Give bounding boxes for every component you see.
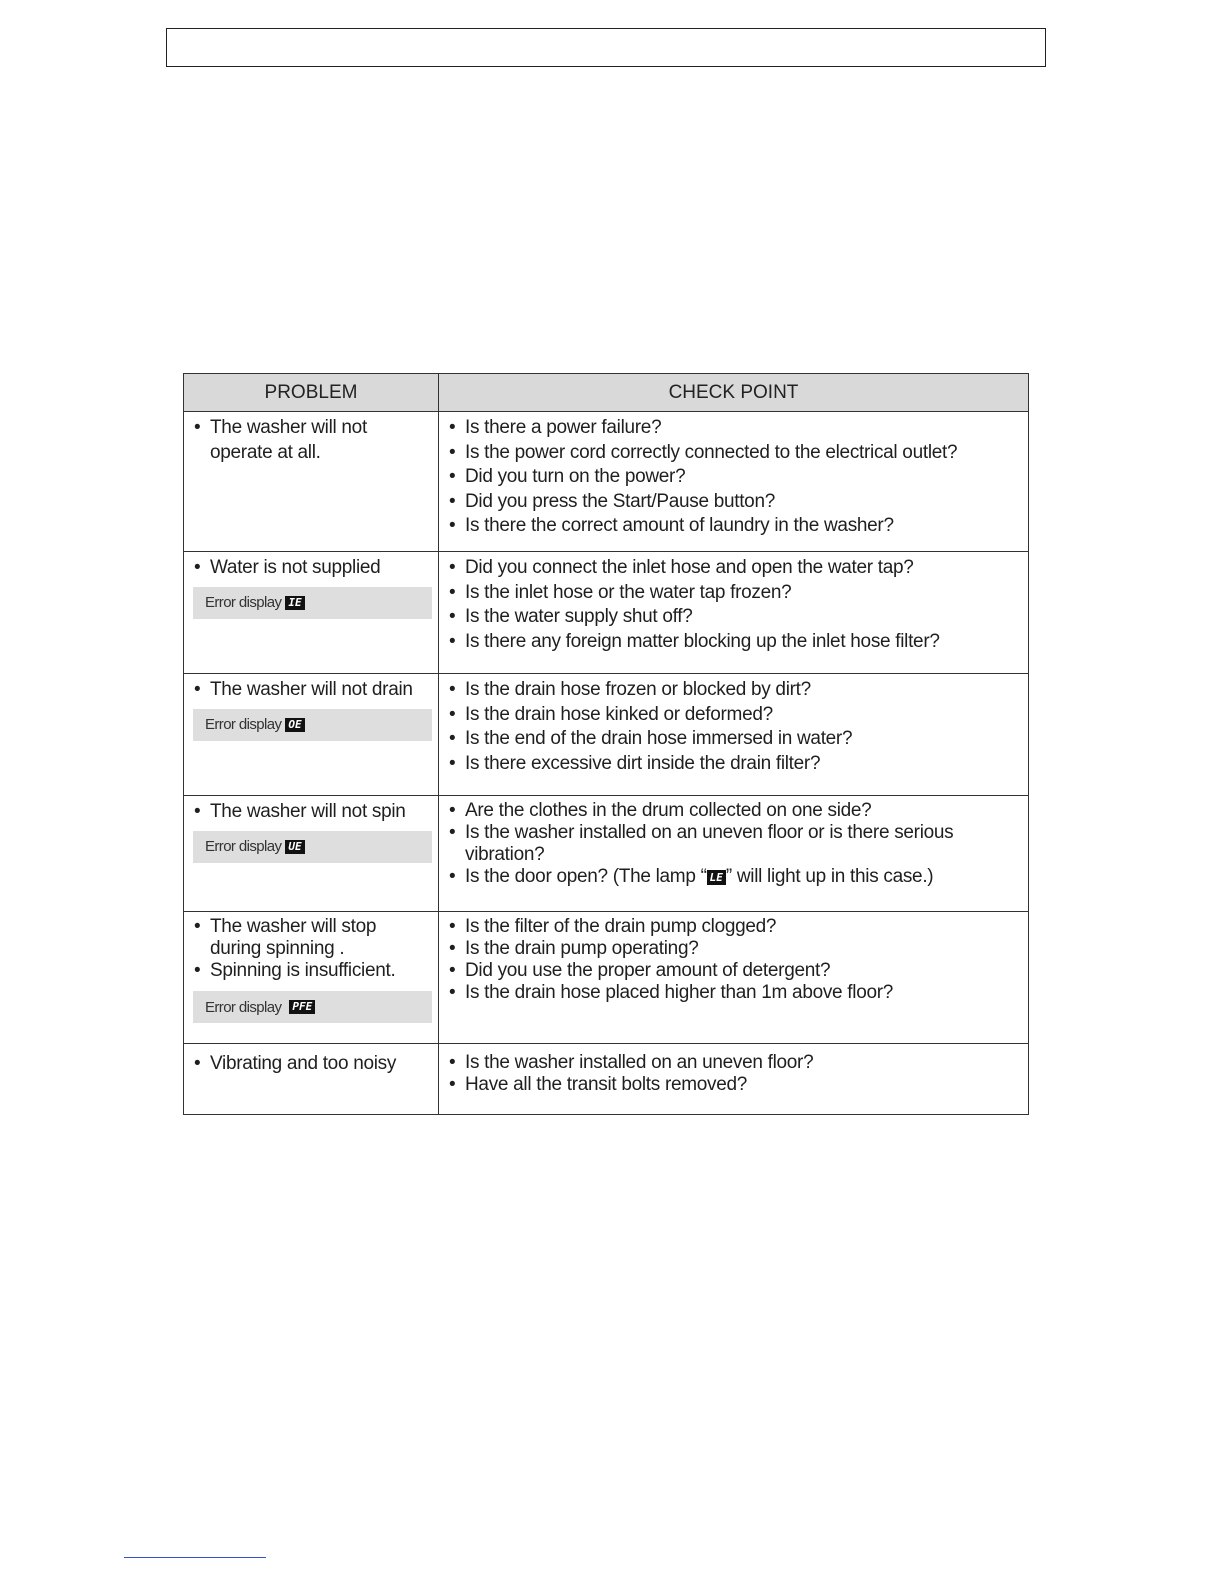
error-display-box <box>193 831 432 863</box>
problem-text: The washer will not drain <box>210 679 413 700</box>
error-code-badge: UE <box>285 840 304 854</box>
error-display-label: Error display <box>205 838 282 855</box>
check-item: Is the drain hose frozen or blocked by dirt? <box>465 679 811 700</box>
problem-text: Water is not supplied <box>210 557 381 578</box>
problem-text: The washer will stop during spinning . <box>210 916 377 959</box>
check-item: Is the filter of the drain pump clogged? <box>465 916 777 937</box>
error-code-badge: PFE <box>289 1000 315 1014</box>
table-header-row <box>184 374 1028 411</box>
problem-text: The washer will not spin <box>210 801 406 822</box>
problem-text: The washer will not operate at all. <box>210 417 367 463</box>
check-item: Did you press the Start/Pause button? <box>465 490 775 512</box>
check-cell: • Is the filter of the drain pump clogged? • Is the drain pump operating? • Did you use the proper amount of detergent? • Is the drain hose placed higher than 1m above floor? <box>449 916 894 1003</box>
error-display-box <box>193 709 432 741</box>
header-box <box>166 28 1046 67</box>
error-display-box <box>193 587 432 619</box>
table-row <box>184 911 1028 1043</box>
check-item: Is the drain pump operating? <box>465 938 699 959</box>
check-item: Is the drain hose kinked or deformed? <box>465 703 773 725</box>
error-display-box <box>193 991 432 1023</box>
error-display-label: Error display <box>205 594 282 611</box>
table-row <box>184 551 1028 673</box>
check-item: Is the power cord correctly connected to the electrical outlet? <box>465 441 958 463</box>
problem-cell: • The washer will not drain Error display OE <box>184 674 439 795</box>
header-problem: PROBLEM <box>184 374 439 411</box>
check-item: Have all the transit bolts removed? <box>465 1074 748 1095</box>
check-item: Did you use the proper amount of detergent? <box>465 960 831 981</box>
check-cell: • Are the clothes in the drum collected on one side? • Is the washer installed on an uneven floor or is there serious vibration? • Is the door open? (The lamp “ LE ” will light up in this case.) <box>449 800 954 887</box>
problem-cell: • The washer will not operate at all. <box>184 412 439 551</box>
table-row <box>184 411 1028 551</box>
check-cell: • Is the drain hose frozen or blocked by dirt? • Is the drain hose kinked or deformed? • Is the end of the drain hose immersed in water? • Is there excessive dirt inside the drain filter? <box>449 679 853 774</box>
error-display-label: Error display <box>205 716 282 733</box>
check-item: Did you connect the inlet hose and open the water tap? <box>465 557 914 578</box>
check-item: Is there a power failure? <box>465 417 662 438</box>
problem-cell: • The washer will stop during spinning . • Spinning is insufficient. Error display PFE <box>184 912 439 1043</box>
check-item: Is the washer installed on an uneven floor? <box>465 1052 814 1073</box>
check-item: Is the inlet hose or the water tap frozen? <box>465 581 792 603</box>
check-cell: • Is there a power failure? • Is the power cord correctly connected to the electrical outlet? • Did you turn on the power? • Did you press the Start/Pause button? • Is there the correct amount of laundry in the washer? <box>449 417 958 536</box>
problem-cell: • Vibrating and too noisy <box>184 1044 439 1114</box>
error-display-label: Error display <box>205 998 282 1016</box>
table-row <box>184 673 1028 795</box>
check-item: Did you turn on the power? <box>465 466 686 487</box>
troubleshooting-table <box>183 373 1029 1115</box>
check-item: Is the washer installed on an uneven floor or is there serious vibration? <box>465 822 954 865</box>
check-item: Is the drain hose placed higher than 1m above floor? <box>465 982 894 1003</box>
table-row <box>184 795 1028 911</box>
check-item: Is there the correct amount of laundry in the washer? <box>465 515 894 536</box>
check-item: Is the water supply shut off? <box>465 606 693 627</box>
check-cell: • Is the washer installed on an uneven floor? • Have all the transit bolts removed? <box>449 1052 814 1095</box>
error-code-badge: OE <box>285 718 304 732</box>
check-item: Is the end of the drain hose immersed in water? <box>465 728 853 749</box>
door-check-after: ” will light up in this case.) <box>725 866 934 887</box>
problem-text: Vibrating and too noisy <box>210 1053 397 1074</box>
problem-cell: • Water is not supplied Error display IE <box>184 552 439 673</box>
header-check-point: CHECK POINT <box>668 382 799 403</box>
door-check-before: Is the door open? (The lamp “ <box>465 866 707 887</box>
lamp-code-badge: LE <box>707 870 726 885</box>
check-cell: • Did you connect the inlet hose and open the water tap? • Is the inlet hose or the water tap frozen? • Is the water supply shut off? • Is there any foreign matter blocking up the inlet hose filter? <box>449 557 940 652</box>
problem-text: Spinning is insufficient. <box>210 960 396 981</box>
check-item: Is there excessive dirt inside the drain filter? <box>465 752 821 774</box>
table-row <box>184 1043 1028 1114</box>
problem-cell: • The washer will not spin Error display UE <box>184 796 439 911</box>
check-item: Is there any foreign matter blocking up the inlet hose filter? <box>465 630 940 652</box>
check-item: Are the clothes in the drum collected on one side? <box>465 800 872 821</box>
error-code-badge: IE <box>285 596 304 610</box>
footer-link-underline <box>124 1557 266 1558</box>
